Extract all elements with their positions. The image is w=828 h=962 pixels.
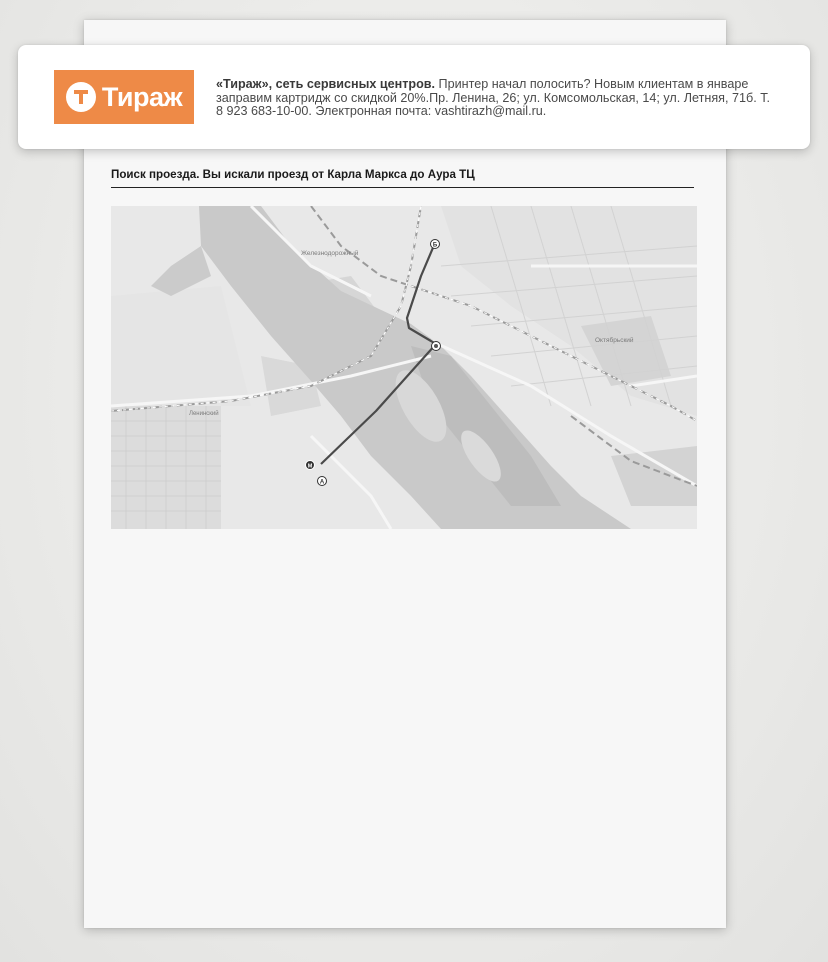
district-label-lenin: Ленинский: [189, 411, 219, 417]
ad-body: Принтер начал полосить? Новым клиентам в январе заправим картридж со скидкой 20%.Пр. Ленина, 26; ул. Комсомольская, 14; ул. Летняя, 71б. Т. 8 923 683-10-00. Электронная почта: vashtirazh@mail.ru.: [216, 77, 770, 119]
tirazh-logo-icon: [66, 82, 96, 112]
tirazh-logo[interactable]: [54, 70, 194, 124]
district-label-railway: Железнодорожный: [301, 250, 359, 257]
route-heading: Поиск проезда. Вы искали проезд от Карла Маркса до Аура ТЦ: [111, 168, 694, 188]
route-map[interactable]: [111, 206, 697, 529]
metro-marker[interactable]: [306, 461, 315, 470]
route-start-marker[interactable]: [318, 477, 327, 486]
end-marker-label: Б: [432, 242, 438, 249]
route-end-marker[interactable]: [431, 240, 440, 249]
ad-banner[interactable]: [18, 45, 810, 149]
ad-title: «Тираж», сеть сервисных центров.: [216, 77, 436, 91]
metro-marker-label: М: [307, 463, 313, 470]
ad-text: [216, 78, 776, 119]
metro-marker-center[interactable]: [432, 342, 441, 351]
district-label-october: Октябрьский: [595, 337, 634, 344]
start-marker-label: A: [319, 479, 325, 486]
logo-name: Тираж: [101, 81, 183, 112]
